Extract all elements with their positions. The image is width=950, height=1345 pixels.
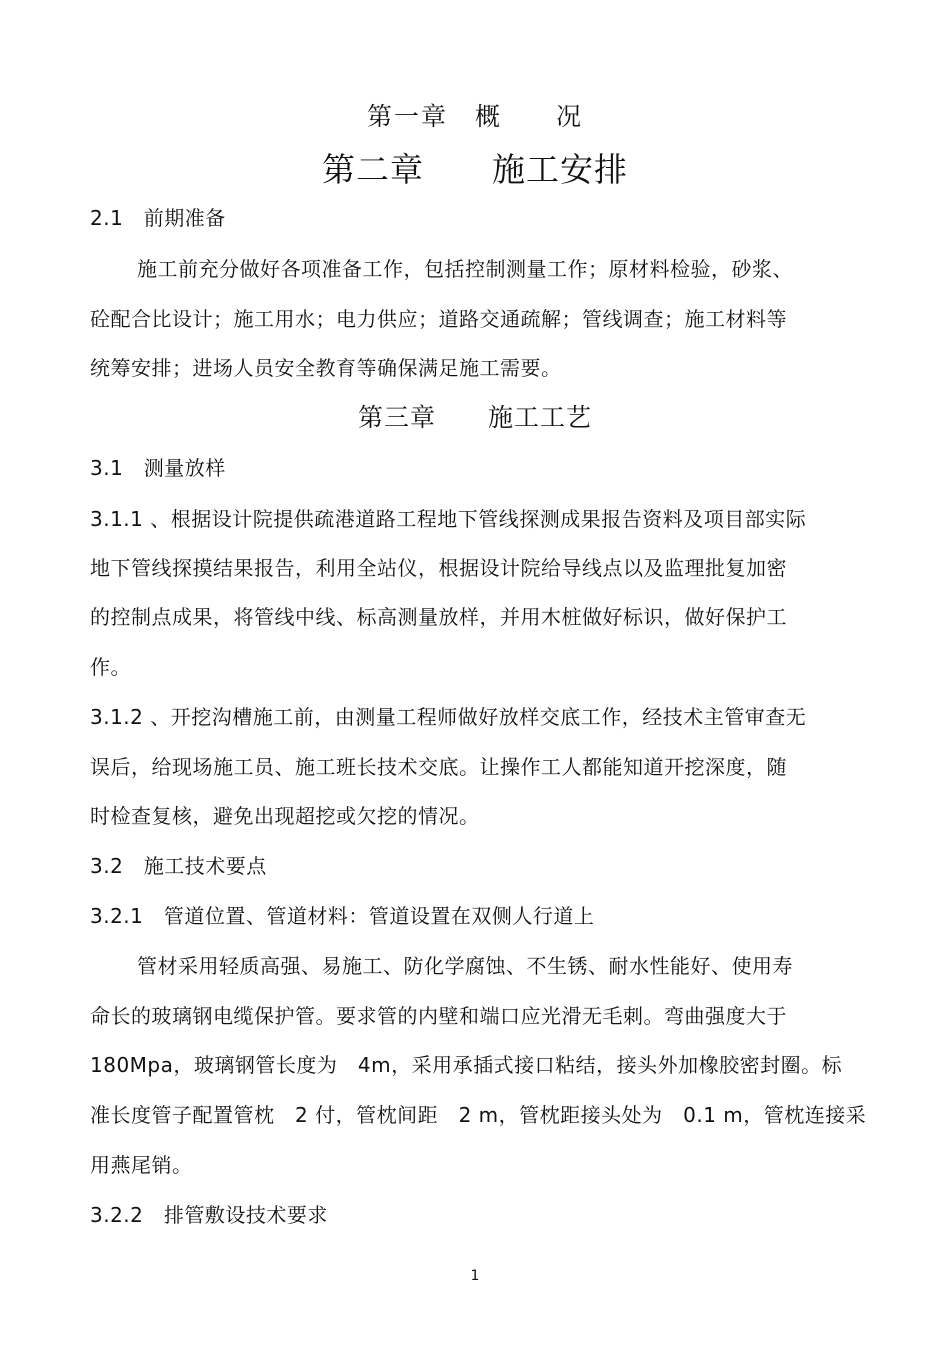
paragraph-line: 准长度管子配置管枕 2 付，管枕间距 2 m，管枕距接头处为 0.1 m，管枕连接采 bbox=[90, 1103, 867, 1127]
paragraph-line: 管材采用轻质高强、易施工、防化学腐蚀、不生锈、耐水性能好、使用寿 bbox=[137, 954, 793, 978]
paragraph-line: 用燕尾销。 bbox=[90, 1153, 193, 1177]
chapter-1-heading: 第一章 概 况 bbox=[366, 102, 583, 131]
paragraph-line: 施工前充分做好各项准备工作，包括控制测量工作；原材料检验，砂浆、 bbox=[137, 257, 793, 281]
paragraph-line: 统筹安排；进场人员安全教育等确保满足施工需要。 bbox=[90, 356, 562, 380]
paragraph-line: 3.1.2 、开挖沟槽施工前，由测量工程师做好放样交底工作，经技术主管审查无 bbox=[90, 705, 807, 729]
section-3-2-heading: 3.2 施工技术要点 bbox=[90, 854, 267, 878]
subsection-3-2-2-heading: 3.2.2 排管敷设技术要求 bbox=[90, 1203, 328, 1227]
paragraph-line: 作。 bbox=[90, 655, 131, 679]
paragraph-line: 180Mpa，玻璃钢管长度为 4m，采用承插式接口粘结，接头外加橡胶密封圈。标 bbox=[90, 1053, 843, 1077]
paragraph-line: 3.1.1 、根据设计院提供疏港道路工程地下管线探测成果报告资料及项目部实际 bbox=[90, 507, 807, 531]
paragraph-line: 误后，给现场施工员、施工班长技术交底。让操作工人都能知道开挖深度，随 bbox=[90, 755, 787, 779]
subsection-3-2-1-heading: 3.2.1 管道位置、管道材料：管道设置在双侧人行道上 bbox=[90, 904, 595, 928]
page-number: 1 bbox=[470, 1268, 480, 1284]
section-2-1-heading: 2.1 前期准备 bbox=[90, 206, 226, 230]
paragraph-line: 的控制点成果，将管线中线、标高测量放样，并用木桩做好标识，做好保护工 bbox=[90, 605, 787, 629]
paragraph-line: 砼配合比设计；施工用水；电力供应；道路交通疏解；管线调查；施工材料等 bbox=[90, 307, 787, 331]
paragraph-line: 地下管线探摸结果报告，利用全站仪，根据设计院给导线点以及监理批复加密 bbox=[90, 556, 787, 580]
chapter-2-heading: 第二章 施工安排 bbox=[322, 150, 628, 189]
paragraph-line: 命长的玻璃钢电缆保护管。要求管的内壁和端口应光滑无毛刺。弯曲强度大于 bbox=[90, 1004, 787, 1028]
chapter-3-heading: 第三章 施工工艺 bbox=[357, 403, 592, 432]
paragraph-line: 时检查复核，避免出现超挖或欠挖的情况。 bbox=[90, 804, 480, 828]
section-3-1-heading: 3.1 测量放样 bbox=[90, 456, 226, 480]
